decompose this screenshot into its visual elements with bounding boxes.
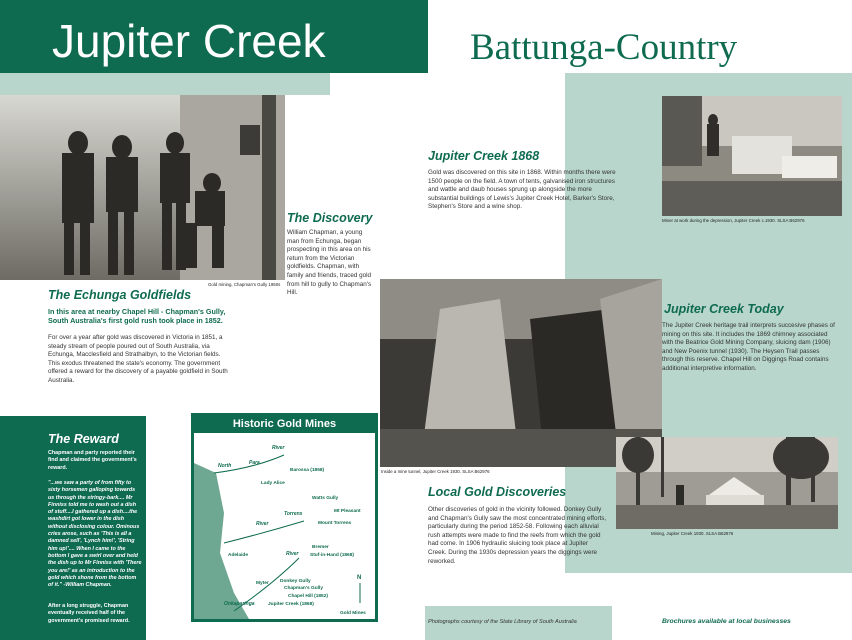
miners-photo <box>0 95 285 280</box>
place-myter: Myter <box>256 581 269 586</box>
place-adelaide: Adelaide <box>228 553 248 558</box>
caption-gold-mining: Gold mining, Chapman's Gully 1950s <box>208 282 281 287</box>
jupiter-1868-body: Gold was discovered on this site in 1868. Within months there were 1500 people on the field. A town of tents, galvanised iron structures and wattle and daub houses sprung up alongside the more substantial buildings of Lewis's Jupiter Creek Hotel, Barker's Store, Stephen's Store and a wine shop. <box>428 169 616 211</box>
map-canvas <box>194 433 375 619</box>
gulf-water <box>194 463 249 619</box>
reward-p3: After a long struggle, Chapman eventually received half of the government's promised reward. <box>48 603 130 624</box>
echunga-lead: In this area at nearby Chapel Hill - Chapman's Gully, South Australia's first gold rush took place in 1852. <box>48 307 226 325</box>
place-watts-gully: Watts Gully <box>312 496 339 501</box>
place-bremer: Bremer <box>312 545 329 550</box>
gold-mines-map <box>191 413 378 622</box>
place-donkey-gully: Donkey Gully <box>280 579 311 584</box>
today-body: The Jupiter Creek heritage trail interprets succesive phases of mining on this site. It includes the 1869 chimney associated with the Beatrice Gold Mining Company, sluicing dam (1906) and New Poenix tunnel (1930). The Heysen Trail passes through this reserve. Chapel Hill on Diggings Road contains additional interpretive information. <box>662 322 835 372</box>
mining-camp-photo <box>616 437 838 529</box>
reward-quote: "...we saw a party of from fifty to sixty horsemen galloping towards us through the stringy-bark.... Mr Finniss told me to wash out a dish of stuff....I gathered up a dish....the washdirt got lower in the dish without disclosing colour. Ominous cries arose, such as 'This is all a damned sell', 'Lynch him!', 'String him up!'.... When I came to the bottom I gave a swirl over and held the dish up to Mr Finniss with 'There you are!' as an introduction to the gold which shone from the bottom of it." -William Chapman. <box>48 480 142 589</box>
place-barossa: Barossa (1868) <box>290 468 325 473</box>
river-label-para: Para <box>249 460 260 466</box>
caption-mining-camp: Mining, Jupiter Creek 1930. SLSA B62976 <box>651 531 734 536</box>
caption-mine-tunnel: Inside a mine tunnel, Jupiter Creek 1930. SLSA B62976 <box>381 469 490 474</box>
echunga-heading: The Echunga Goldfields <box>48 288 192 302</box>
page-title: Jupiter Creek <box>52 15 326 67</box>
place-stuf-in-hand: Stuf-in-Hand (1868) <box>310 553 354 558</box>
river-label-onkaparinga: Onkaparinga <box>224 601 255 607</box>
page-subtitle: Battunga-Country <box>470 27 738 68</box>
place-chapmans-gully: Chapman's Gully <box>284 586 323 591</box>
discovery-heading: The Discovery <box>287 211 373 225</box>
place-chapel-hill: Chapel Hill (1852) <box>288 594 328 599</box>
echunga-body: For over a year after gold was discovered in Victoria in 1851, a steady stream of people poured out of South Australia, via Echunga, Macclesfield and Strathalbyn, to the Victorian fields. This exodus threatened the state's economy. The government offered a reward for the discovery of a payable goldfield in South Australia. <box>48 334 228 384</box>
local-body: Other discoveries of gold in the vicinity followed. Donkey Gully and Chapman's Gully saw the most concentrated mining efforts, particularly during the period 1852-58. Following each alluvial rush attempts were made to find the reefs from which the gold had come. In 1906 hydraulic sluicing took place at Jupiter Creek. During the 1930s depression years the diggings were reworked. <box>428 506 607 565</box>
river-label-north: North <box>218 463 232 469</box>
river-label-torrens: Torrens <box>284 511 303 517</box>
map-shapes <box>194 433 375 619</box>
caption-miner-at-work: Miner at work during the depression, Jupiter Creek c.1930. SLSA B62976 <box>662 218 805 223</box>
discovery-body: William Chapman, a young man from Echunga, began prospecting in this area on his return from the Victorian goldfields. Chapman, with family and friends, traced gold from hill to gully to Chapman's Hill. <box>287 229 372 297</box>
photo-credit: Photographs courtesy of the State Library of South Australia <box>428 619 577 625</box>
legend-gold-mines: Gold Mines <box>340 611 366 616</box>
brochures-note: Brochures available at local businesses <box>662 618 791 625</box>
local-heading: Local Gold Discoveries <box>428 485 567 499</box>
mint-strip <box>0 73 330 95</box>
miner-at-work-photo <box>662 96 842 216</box>
north-arrow-label: N <box>357 575 362 581</box>
river-label-river2: River <box>256 521 269 527</box>
place-jupiter-creek: Jupiter Creek (1868) <box>268 602 314 607</box>
place-mount-torrens: Mount Torrens <box>318 521 352 526</box>
river-label-river1: River <box>272 445 285 451</box>
place-mt-pleasant: Mt Pleasant <box>334 509 361 514</box>
river-label-river3: River <box>286 551 299 557</box>
place-lady-alice: Lady Alice <box>261 481 285 486</box>
map-title: Historic Gold Mines <box>232 418 337 430</box>
jupiter-1868-heading: Jupiter Creek 1868 <box>428 149 540 163</box>
today-heading: Jupiter Creek Today <box>664 302 784 316</box>
reward-heading: The Reward <box>48 432 119 446</box>
reward-p1: Chapman and party reported their find and claimed the government's reward. <box>48 450 137 471</box>
